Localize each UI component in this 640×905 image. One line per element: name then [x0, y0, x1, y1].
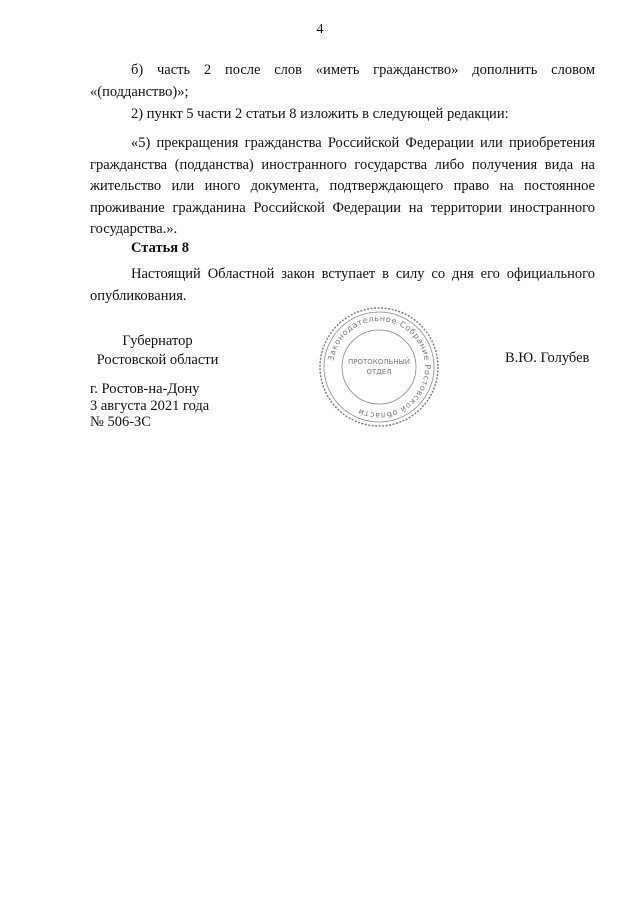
article-heading: Статья 8 — [131, 240, 189, 256]
signatory-title-line2: Ростовской области — [96, 352, 219, 368]
date: 3 августа 2021 года — [90, 397, 210, 414]
place-date-block — [90, 381, 209, 431]
signatory-title-line1: Губернатор — [122, 333, 193, 349]
paragraph-amendment-quote: «5) прекращения гражданства Российской Федерации или приобретения гражданства (подданства) иностранного государства либо получения вида на жительство или иного документа, подтверждающего право на постоянное проживание гражданина Российской Федерации на территории иностранного государства.». — [90, 135, 595, 237]
paragraph-amendment-2: 2) пункт 5 части 2 статьи 8 изложить в следующей редакции: — [131, 106, 509, 122]
page-number: 4 — [316, 22, 324, 37]
city: г. Ростов-на-Дону — [90, 381, 200, 397]
seal-center-line2: ОТДЕЛ — [366, 368, 392, 376]
signatory-title — [90, 332, 225, 370]
article-text: Настоящий Областной закон вступает в силу со дня его официального опубликования. — [90, 266, 595, 304]
signatory-name: В.Ю. Голубев — [505, 350, 590, 366]
official-seal-stamp — [317, 305, 441, 429]
paragraph-amendment-b: б) часть 2 после слов «иметь гражданство» дополнить словом «(подданство)»; — [90, 62, 595, 100]
law-number: № 506-ЗС — [90, 414, 151, 430]
seal-ring-text: Законодательное Собрание Ростовской области — [326, 313, 433, 421]
seal-center-line1: ПРОТОКОЛЬНЫЙ — [347, 358, 411, 366]
